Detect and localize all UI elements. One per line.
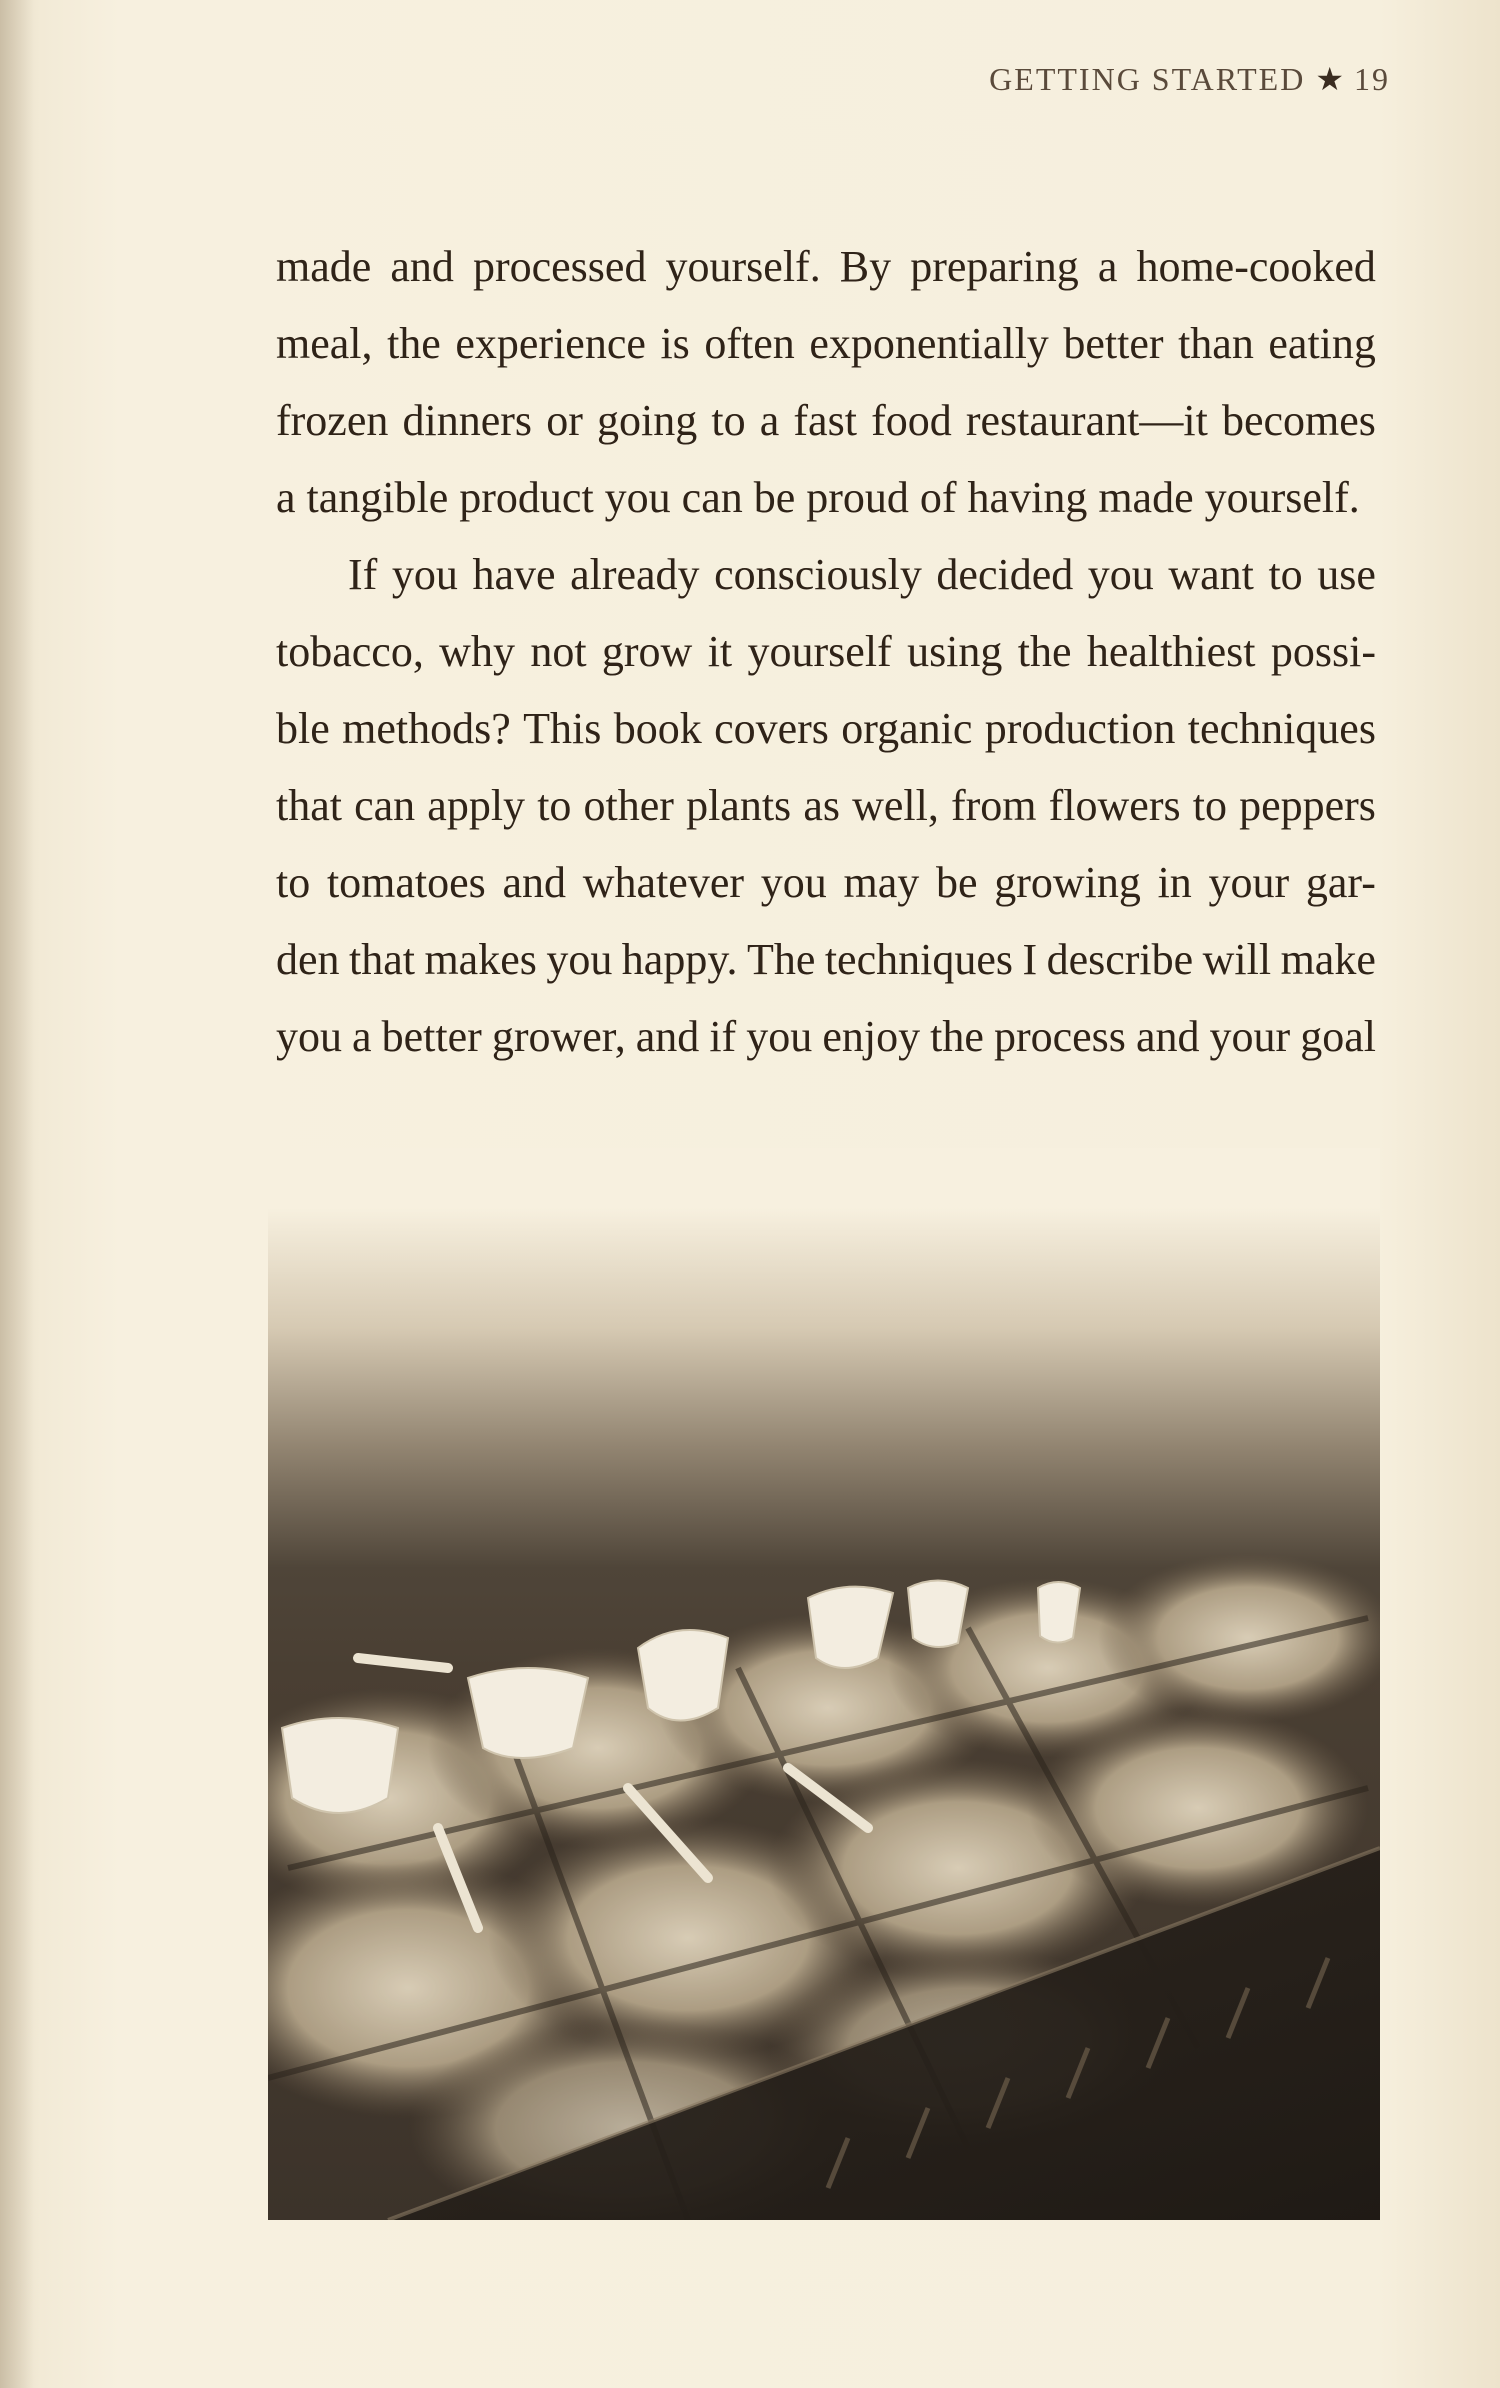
running-head-section: GETTING STARTED — [989, 61, 1306, 97]
text-line: ble methods? This book covers organic production techniques — [276, 704, 1376, 753]
text-line: to tomatoes and whatever you may be growing in your gar- — [276, 858, 1376, 907]
text-line: that can apply to other plants as well, from flowers to peppers — [276, 781, 1376, 830]
spine-shadow — [0, 0, 34, 2388]
star-icon: ★ — [1315, 61, 1346, 97]
text-line: a tangible product you can be proud of having made yourself. — [276, 473, 1360, 522]
seedling-tray-photo — [268, 1148, 1380, 2220]
page-number: 19 — [1354, 61, 1390, 97]
text-line: den that makes you happy. The techniques I describe will make — [276, 935, 1376, 984]
running-head — [989, 60, 1390, 98]
text-line: frozen dinners or going to a fast food restaurant—it becomes — [276, 396, 1376, 445]
text-line: meal, the experience is often exponentially better than eating — [276, 319, 1376, 368]
body-text — [276, 228, 1376, 1075]
text-line: you a better grower, and if you enjoy the process and your goal — [276, 1012, 1376, 1061]
seedling-tray-illustration — [268, 1148, 1380, 2220]
text-line: made and processed yourself. By preparing a home-cooked — [276, 242, 1376, 291]
text-line: tobacco, why not grow it yourself using the healthiest possi- — [276, 627, 1376, 676]
text-line: If you have already consciously decided you want to use — [348, 550, 1376, 599]
